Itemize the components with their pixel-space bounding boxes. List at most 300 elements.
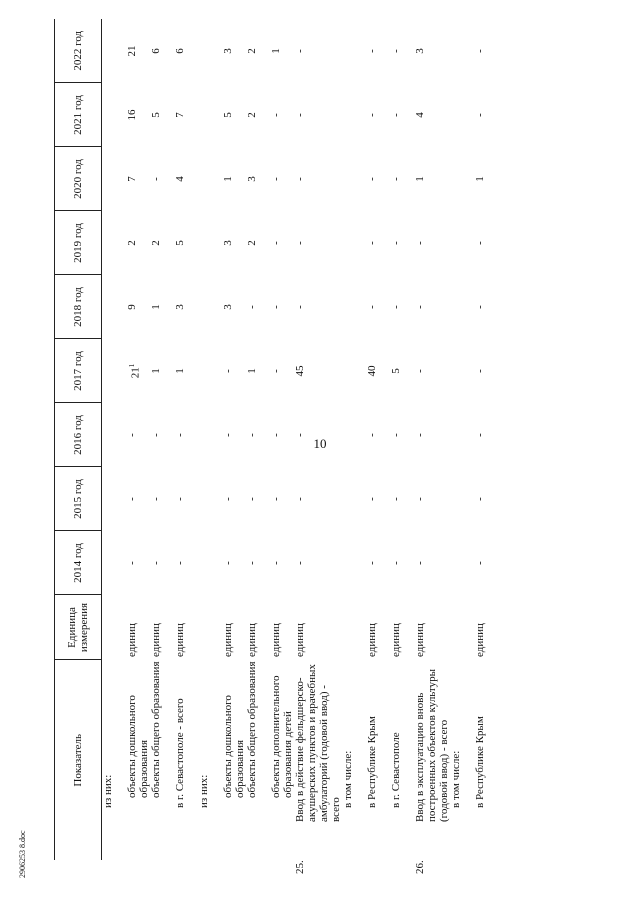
page-number: 10 bbox=[313, 436, 327, 451]
value-text: - bbox=[474, 497, 486, 501]
value-text: 45 bbox=[294, 365, 306, 377]
value-text: 5 bbox=[174, 240, 186, 246]
row-value bbox=[150, 467, 174, 531]
row-value bbox=[102, 147, 127, 211]
value-text: 1 bbox=[414, 176, 426, 182]
row-indicator bbox=[390, 660, 414, 860]
row-value bbox=[294, 147, 342, 211]
header-year: 2021 год bbox=[55, 83, 102, 147]
value-text: - bbox=[414, 433, 426, 437]
table-row bbox=[366, 19, 390, 860]
value-text: - bbox=[294, 305, 306, 309]
value-text: - bbox=[414, 369, 426, 373]
value-text: - bbox=[246, 305, 258, 309]
row-value bbox=[294, 19, 342, 83]
value-text: 1 bbox=[174, 368, 186, 374]
value-text: - bbox=[474, 561, 486, 565]
row-value bbox=[366, 531, 390, 595]
row-indicator bbox=[246, 660, 270, 860]
value-text: - bbox=[270, 561, 282, 565]
row-value bbox=[270, 403, 294, 467]
row-value bbox=[102, 531, 127, 595]
row-value bbox=[342, 19, 366, 83]
row-label: из них: bbox=[198, 774, 210, 808]
row-unit: единиц bbox=[270, 623, 282, 657]
row-value bbox=[474, 531, 498, 595]
header-year: 2020 год bbox=[55, 147, 102, 211]
value-text: 16 bbox=[126, 109, 138, 121]
row-value bbox=[390, 275, 414, 339]
row-value bbox=[450, 531, 474, 595]
indicator-table bbox=[54, 19, 498, 874]
row-value bbox=[198, 211, 222, 275]
header-year: 2015 год bbox=[55, 467, 102, 531]
value-text: - bbox=[390, 305, 402, 309]
row-value bbox=[390, 19, 414, 83]
header-year: 2014 год bbox=[55, 531, 102, 595]
row-value bbox=[294, 275, 342, 339]
row-value bbox=[102, 467, 127, 531]
header-year: 2022 год bbox=[55, 19, 102, 83]
value-text: - bbox=[246, 561, 258, 565]
row-value bbox=[246, 19, 270, 83]
value-text: - bbox=[474, 369, 486, 373]
row-label: в г. Севастополе bbox=[390, 732, 402, 808]
row-value bbox=[414, 275, 450, 339]
row-value bbox=[174, 467, 198, 531]
row-value bbox=[342, 147, 366, 211]
row-value bbox=[414, 147, 450, 211]
row-value bbox=[270, 275, 294, 339]
row-value bbox=[198, 19, 222, 83]
value-text: 4 bbox=[174, 176, 186, 182]
value-text: - bbox=[414, 561, 426, 565]
value-text: 21 bbox=[129, 367, 142, 379]
row-value bbox=[102, 211, 127, 275]
value-text: - bbox=[150, 177, 162, 181]
row-value bbox=[366, 83, 390, 147]
header-year: 2017 год bbox=[55, 339, 102, 403]
row-value bbox=[126, 19, 150, 83]
value-text: - bbox=[222, 497, 234, 501]
value-text: 7 bbox=[126, 176, 138, 182]
value-text: 2 bbox=[246, 112, 258, 118]
row-indicator bbox=[342, 660, 366, 860]
row-value bbox=[222, 83, 246, 147]
value-text: 1 bbox=[150, 368, 162, 374]
row-value bbox=[222, 147, 246, 211]
value-text: - bbox=[390, 49, 402, 53]
value-text: - bbox=[270, 177, 282, 181]
value-text: - bbox=[294, 433, 306, 437]
table-row bbox=[450, 19, 474, 860]
row-value bbox=[414, 211, 450, 275]
row-unit: единиц bbox=[222, 623, 234, 657]
header-unit: Единица измерения bbox=[55, 595, 102, 660]
row-value bbox=[102, 83, 127, 147]
row-value bbox=[246, 211, 270, 275]
value-text: 21 bbox=[126, 45, 138, 57]
row-indicator bbox=[294, 660, 342, 874]
value-text: 6 bbox=[150, 48, 162, 54]
row-value bbox=[366, 275, 390, 339]
row-value bbox=[270, 531, 294, 595]
row-value bbox=[126, 467, 150, 531]
document-code: 2906253 8.doc bbox=[18, 830, 27, 878]
value-text: - bbox=[150, 561, 162, 565]
value-text: 4 bbox=[414, 112, 426, 118]
value-text: - bbox=[366, 433, 378, 437]
header-year: 2016 год bbox=[55, 403, 102, 467]
value-text: - bbox=[126, 433, 138, 437]
row-value bbox=[450, 403, 474, 467]
row-value bbox=[294, 467, 342, 531]
row-label: из них: bbox=[102, 774, 114, 808]
row-value bbox=[150, 83, 174, 147]
value-text: 2 bbox=[246, 240, 258, 246]
value-text: - bbox=[150, 497, 162, 501]
row-value bbox=[222, 275, 246, 339]
row-unit: единиц bbox=[414, 623, 426, 657]
table-row bbox=[294, 19, 342, 860]
row-value bbox=[294, 83, 342, 147]
value-text: - bbox=[222, 433, 234, 437]
row-value bbox=[126, 531, 150, 595]
value-text: - bbox=[414, 241, 426, 245]
row-value bbox=[150, 531, 174, 595]
row-unit: единиц bbox=[390, 623, 402, 657]
row-value bbox=[342, 339, 366, 403]
value-text: - bbox=[390, 241, 402, 245]
row-value bbox=[450, 339, 474, 403]
header-indicator: Показатель bbox=[55, 660, 102, 860]
row-value bbox=[198, 339, 222, 403]
value-text: 5 bbox=[222, 112, 234, 118]
value-text: - bbox=[474, 241, 486, 245]
value-text: 5 bbox=[150, 112, 162, 118]
row-value bbox=[450, 275, 474, 339]
table-row bbox=[126, 19, 150, 860]
row-label: объекты дополнительного образования детей bbox=[270, 675, 294, 798]
row-unit: единиц bbox=[294, 623, 306, 657]
row-value bbox=[246, 467, 270, 531]
row-value bbox=[174, 531, 198, 595]
value-text: 3 bbox=[222, 304, 234, 310]
row-value bbox=[414, 531, 450, 595]
value-text: 3 bbox=[414, 48, 426, 54]
value-text: - bbox=[366, 561, 378, 565]
value-text: 1 bbox=[270, 48, 282, 54]
row-value bbox=[342, 211, 366, 275]
row-value bbox=[198, 403, 222, 467]
value-text: - bbox=[474, 113, 486, 117]
row-value bbox=[474, 211, 498, 275]
row-value bbox=[150, 339, 174, 403]
row-value bbox=[366, 467, 390, 531]
value-text: - bbox=[414, 305, 426, 309]
row-value bbox=[102, 339, 127, 403]
row-indicator bbox=[198, 660, 222, 860]
row-value bbox=[150, 275, 174, 339]
row-value bbox=[126, 147, 150, 211]
value-text: - bbox=[174, 497, 186, 501]
row-label: в том числе: bbox=[342, 750, 354, 808]
row-value bbox=[126, 339, 150, 403]
value-text: - bbox=[174, 433, 186, 437]
value-text: - bbox=[222, 561, 234, 565]
row-value bbox=[390, 147, 414, 211]
value-text: 3 bbox=[222, 240, 234, 246]
value-text: - bbox=[270, 369, 282, 373]
value-text: - bbox=[294, 49, 306, 53]
row-value bbox=[390, 339, 414, 403]
row-value bbox=[366, 147, 390, 211]
value-text: - bbox=[390, 497, 402, 501]
row-number: 26. bbox=[414, 860, 426, 874]
row-value bbox=[246, 531, 270, 595]
row-value bbox=[270, 147, 294, 211]
row-value bbox=[174, 147, 198, 211]
row-label: Ввод в эксплуатацию вновь построенных объектов культуры (годовой ввод) - всего bbox=[414, 669, 450, 822]
row-value bbox=[222, 403, 246, 467]
value-text: - bbox=[126, 497, 138, 501]
row-value bbox=[450, 147, 474, 211]
row-value bbox=[126, 83, 150, 147]
row-value bbox=[390, 211, 414, 275]
value-text: 2 bbox=[126, 240, 138, 246]
row-number: 25. bbox=[294, 860, 306, 874]
row-indicator bbox=[174, 660, 198, 860]
row-value bbox=[270, 339, 294, 403]
row-value bbox=[102, 19, 127, 83]
row-label: в Республике Крым bbox=[474, 716, 486, 808]
row-indicator bbox=[366, 660, 390, 860]
row-value bbox=[150, 211, 174, 275]
row-value bbox=[414, 403, 450, 467]
row-label: объекты общего образования bbox=[246, 661, 258, 798]
table-row bbox=[150, 19, 174, 860]
row-indicator bbox=[102, 660, 127, 860]
row-label: объекты общего образования bbox=[150, 661, 162, 798]
row-indicator bbox=[222, 660, 246, 860]
row-value bbox=[294, 403, 342, 467]
value-text: 1 bbox=[246, 368, 258, 374]
row-value bbox=[174, 83, 198, 147]
row-value bbox=[414, 339, 450, 403]
row-value bbox=[270, 211, 294, 275]
row-value bbox=[246, 339, 270, 403]
row-indicator bbox=[150, 660, 174, 860]
value-text: - bbox=[366, 241, 378, 245]
row-value bbox=[474, 83, 498, 147]
row-value bbox=[174, 339, 198, 403]
row-value bbox=[474, 19, 498, 83]
value-text: - bbox=[294, 561, 306, 565]
value-text: 3 bbox=[174, 304, 186, 310]
row-indicator bbox=[474, 660, 498, 860]
rotated-table-block bbox=[54, 20, 614, 874]
row-value bbox=[390, 467, 414, 531]
row-value bbox=[126, 211, 150, 275]
value-text: - bbox=[126, 561, 138, 565]
table-row bbox=[198, 19, 222, 860]
footnote-marker: 1 bbox=[128, 363, 136, 368]
row-value bbox=[270, 19, 294, 83]
row-value bbox=[366, 19, 390, 83]
row-value bbox=[342, 531, 366, 595]
row-value bbox=[414, 19, 450, 83]
value-text: - bbox=[474, 49, 486, 53]
header-year: 2019 год bbox=[55, 211, 102, 275]
row-value bbox=[474, 467, 498, 531]
value-text: - bbox=[150, 433, 162, 437]
row-value bbox=[222, 19, 246, 83]
row-value bbox=[450, 83, 474, 147]
row-value bbox=[150, 147, 174, 211]
table-row bbox=[222, 19, 246, 860]
row-value bbox=[342, 467, 366, 531]
value-text: 40 bbox=[366, 365, 378, 377]
row-value bbox=[102, 403, 127, 467]
value-text: - bbox=[270, 497, 282, 501]
value-text: - bbox=[366, 305, 378, 309]
value-text: - bbox=[390, 113, 402, 117]
row-value bbox=[126, 275, 150, 339]
value-text: - bbox=[294, 241, 306, 245]
row-indicator bbox=[450, 660, 474, 860]
row-unit bbox=[198, 595, 222, 660]
row-value bbox=[450, 19, 474, 83]
row-value bbox=[198, 531, 222, 595]
value-text: - bbox=[390, 177, 402, 181]
value-text: 3 bbox=[246, 176, 258, 182]
row-value bbox=[150, 19, 174, 83]
value-text: - bbox=[270, 433, 282, 437]
row-value bbox=[174, 275, 198, 339]
value-text: - bbox=[366, 113, 378, 117]
row-indicator bbox=[270, 660, 294, 860]
value-text: - bbox=[246, 497, 258, 501]
row-value bbox=[474, 147, 498, 211]
value-text: - bbox=[414, 497, 426, 501]
value-text: 3 bbox=[222, 48, 234, 54]
row-value bbox=[198, 275, 222, 339]
row-label: Ввод в действие фельдшерско-акушерских пунктов и врачебных амбулаторий (годовой ввод) - всего bbox=[294, 664, 342, 822]
table-body bbox=[102, 19, 499, 874]
row-value bbox=[474, 275, 498, 339]
value-text: 2 bbox=[246, 48, 258, 54]
row-value bbox=[450, 467, 474, 531]
value-text: - bbox=[390, 561, 402, 565]
value-text: - bbox=[222, 369, 234, 373]
row-value bbox=[450, 211, 474, 275]
value-text: - bbox=[366, 177, 378, 181]
row-label: объекты дошкольного образования bbox=[222, 695, 246, 798]
row-value bbox=[174, 19, 198, 83]
row-unit: единиц bbox=[174, 623, 186, 657]
row-value bbox=[294, 531, 342, 595]
table-row bbox=[390, 19, 414, 860]
row-value bbox=[366, 339, 390, 403]
table-row bbox=[102, 19, 127, 860]
row-value bbox=[222, 467, 246, 531]
table-row bbox=[474, 19, 498, 860]
row-label: в г. Севастополе - всего bbox=[174, 698, 186, 808]
row-value bbox=[474, 403, 498, 467]
value-text: 1 bbox=[150, 304, 162, 310]
row-value bbox=[270, 83, 294, 147]
row-unit bbox=[342, 595, 366, 660]
table-row bbox=[414, 19, 450, 860]
table-row bbox=[246, 19, 270, 860]
row-value bbox=[414, 83, 450, 147]
header-year: 2018 год bbox=[55, 275, 102, 339]
row-value bbox=[246, 403, 270, 467]
row-value bbox=[246, 83, 270, 147]
value-text: - bbox=[270, 241, 282, 245]
row-unit: единиц bbox=[366, 623, 378, 657]
value-text: - bbox=[366, 49, 378, 53]
row-value bbox=[474, 339, 498, 403]
value-text: 9 bbox=[126, 304, 138, 310]
row-value bbox=[294, 211, 342, 275]
row-value bbox=[366, 403, 390, 467]
table-row bbox=[174, 19, 198, 860]
row-value bbox=[390, 83, 414, 147]
value-text: - bbox=[270, 305, 282, 309]
value-text: - bbox=[294, 177, 306, 181]
row-value bbox=[174, 211, 198, 275]
value-text: 1 bbox=[474, 176, 486, 182]
row-value bbox=[102, 275, 127, 339]
value-text: - bbox=[174, 561, 186, 565]
row-value bbox=[366, 211, 390, 275]
row-value bbox=[342, 83, 366, 147]
row-unit: единиц bbox=[474, 623, 486, 657]
row-value bbox=[174, 403, 198, 467]
row-label: объекты дошкольного образования bbox=[126, 695, 150, 798]
value-text: - bbox=[270, 113, 282, 117]
row-value bbox=[198, 147, 222, 211]
table-row bbox=[342, 19, 366, 860]
value-text: 1 bbox=[222, 176, 234, 182]
row-value bbox=[150, 403, 174, 467]
value-text: - bbox=[366, 497, 378, 501]
row-label: в том числе: bbox=[450, 750, 462, 808]
row-indicator bbox=[126, 660, 150, 860]
value-text: 2 bbox=[150, 240, 162, 246]
row-unit bbox=[450, 595, 474, 660]
row-value bbox=[390, 531, 414, 595]
value-text: - bbox=[294, 113, 306, 117]
row-value bbox=[198, 83, 222, 147]
row-value bbox=[270, 467, 294, 531]
row-value bbox=[126, 403, 150, 467]
row-value bbox=[246, 147, 270, 211]
value-text: - bbox=[474, 433, 486, 437]
row-label: в Республике Крым bbox=[366, 716, 378, 808]
row-value bbox=[246, 275, 270, 339]
row-value bbox=[342, 275, 366, 339]
value-text: - bbox=[246, 433, 258, 437]
value-text: - bbox=[390, 433, 402, 437]
table-header bbox=[55, 19, 102, 860]
row-value bbox=[342, 403, 366, 467]
value-text: 6 bbox=[174, 48, 186, 54]
table-row bbox=[270, 19, 294, 860]
row-unit: единиц bbox=[150, 623, 162, 657]
value-text: - bbox=[474, 305, 486, 309]
